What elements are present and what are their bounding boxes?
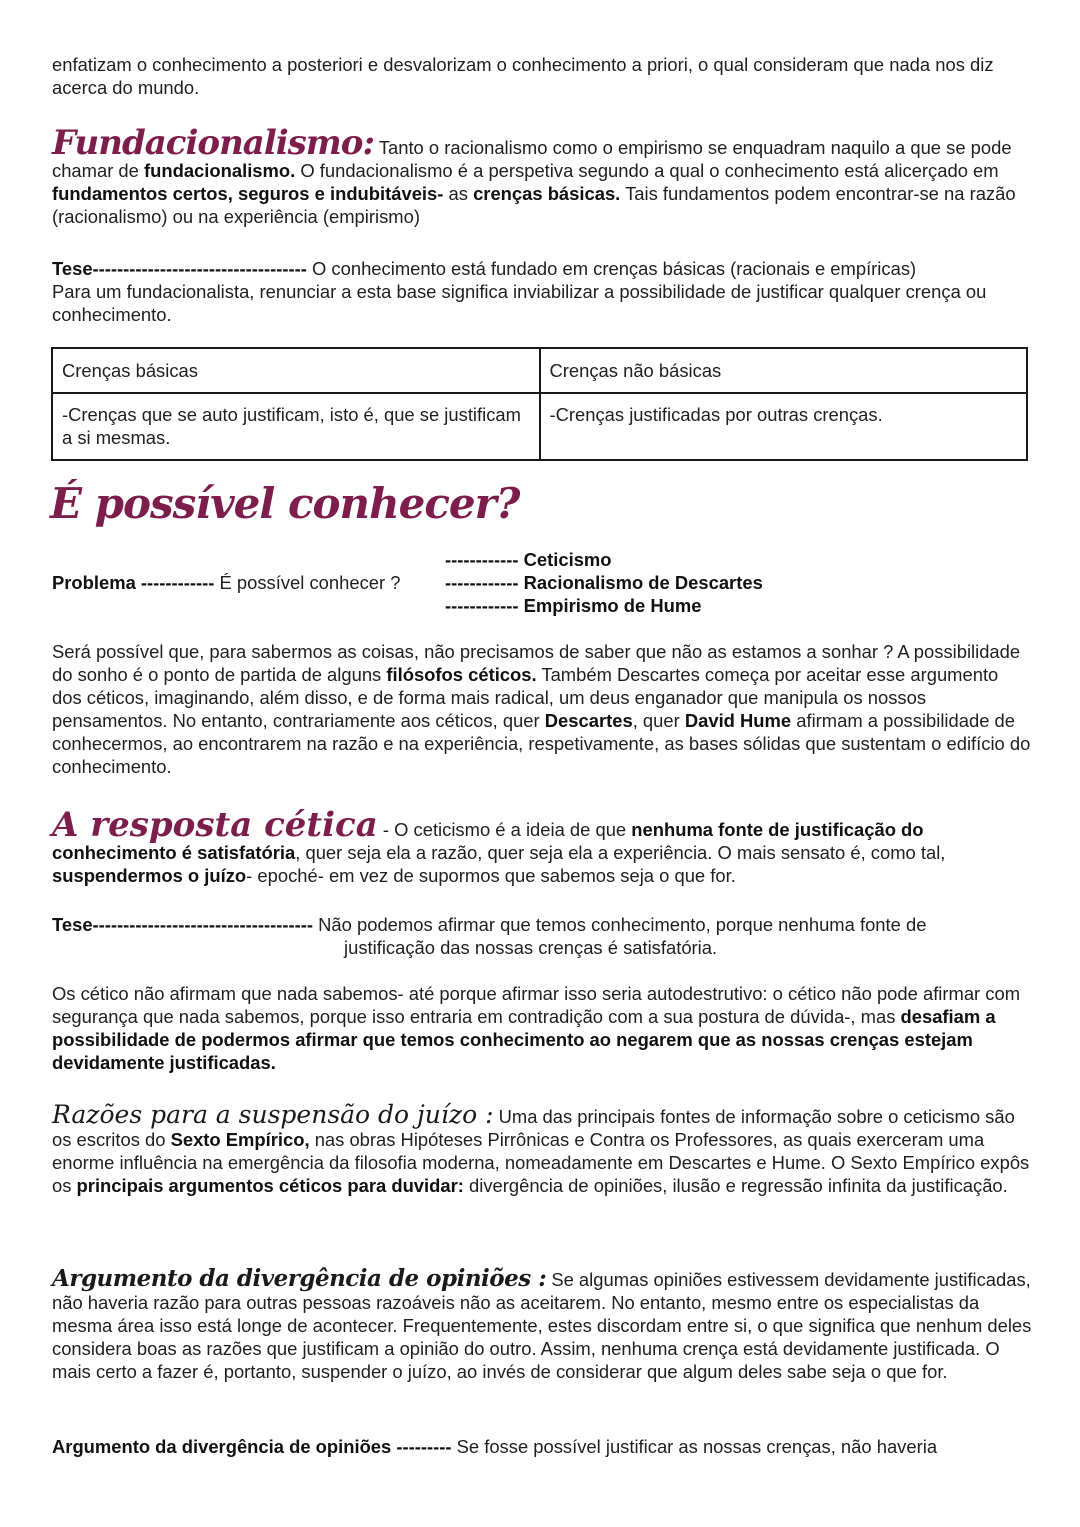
bold-run: crenças básicas. <box>473 183 621 204</box>
text-run: Tais fundamentos podem encontrar-se na razão (racionalismo) ou na experiência (empirismo) <box>52 183 1016 227</box>
tese-text: O conhecimento está fundado em crenças básicas (racionais e empíricas) <box>306 258 917 279</box>
text-run: Também Descartes começa por aceitar esse argumento dos céticos, imaginando, além disso, e de forma mais radical, um deus enganador que manipula os nossos pensamentos. No entanto, contrariamente aos céticos, quer <box>52 664 999 731</box>
intro-paragraph <box>52 53 1032 99</box>
text-run: Será possível que, para sabermos as coisas, não precisamos de saber que não as estamos a sonhar ? A possibilidade do sonho é o ponto de partida de alguns <box>52 641 1021 685</box>
resposta-tese <box>52 913 1032 959</box>
text-run: nas obras Hipóteses Pirrônicas e Contra os Professores, as quais exerceram uma enorme influência na emergência da filosofia moderna, nomeadamente em Descartes e Hume. O Sexto Empírico expôs os <box>52 1129 1030 1196</box>
text-run: afirmam a possibilidade de conhecermos, ao encontrarem na razão e na experiência, respetivamente, as bases sólidas que sustentam o edifício do conhecimento. <box>52 710 1031 777</box>
bold-run: suspendermos o juízo <box>52 865 247 886</box>
option-label: Racionalismo de Descartes <box>523 572 763 593</box>
cetico-paragraph <box>52 982 1032 1074</box>
bold-run: principais argumentos céticos para duvidar: <box>76 1175 464 1196</box>
problem-dashes: ------------ <box>135 572 220 593</box>
bold-run: nenhuma fonte de justificação do conhecimento é satisfatória <box>52 819 924 863</box>
bold-run: desafiam a possibilidade de podermos afirmar que temos conhecimento ao negarem que as nossas crenças estejam devidamente justificadas. <box>52 1006 996 1073</box>
table-header-cell: Crenças básicas <box>52 348 540 393</box>
table-header-row <box>52 348 1027 393</box>
text-run: - epoché- em vez de supormos que sabemos seja o que for. <box>246 865 736 886</box>
text-run: Os cético não afirmam que nada sabemos- até porque afirmar isso seria autodestrutivo: o cético não pode afirmar com segurança que nada sabemos, porque isso entraria em contradição com a sua postura de dúvida-, mas <box>52 983 1021 1027</box>
razoes-paragraph <box>52 1100 1032 1197</box>
text-run: Tanto o racionalismo como o empirismo se enquadram naquilo a que se pode chamar de <box>52 137 1012 181</box>
possivel-paragraph <box>52 640 1032 778</box>
option-dashes: ------------ <box>445 549 524 570</box>
text-run: - O ceticismo é a ideia de que <box>377 819 632 840</box>
resposta-heading: A resposta cética <box>52 805 378 845</box>
problem-row <box>52 571 400 594</box>
problem-label: Problema <box>52 572 136 593</box>
option-item <box>445 594 763 617</box>
option-dashes: ------------ <box>445 595 524 616</box>
text-run: Uma das principais fontes de informação sobre o ceticismo são os escritos do <box>52 1106 1015 1150</box>
bold-run: fundamentos certos, seguros e indubitáveis- <box>52 183 444 204</box>
problem-question: É possível conhecer ? <box>219 572 401 593</box>
divergencia-heading: Argumento da divergência de opiniões : <box>52 1265 547 1292</box>
option-label: Empirismo de Hume <box>523 595 702 616</box>
fundacionalismo-heading: Fundacionalismo: <box>52 123 375 163</box>
bold-run: Sexto Empírico, <box>170 1129 310 1150</box>
tese-label: Tese------------------------------------ <box>52 914 314 935</box>
crencas-table <box>51 347 1028 461</box>
text-run: divergência de opiniões, ilusão e regressão infinita da justificação. <box>463 1175 1008 1196</box>
text-run: O fundacionalismo é a perspetiva segundo a qual o conhecimento está alicerçado em <box>295 160 999 181</box>
option-item <box>445 571 763 594</box>
tese-label: Tese----------------------------------- <box>52 258 307 279</box>
tese-text: Não podemos afirmar que temos conhecimento, porque nenhuma fonte de <box>313 914 927 935</box>
bold-run: fundacionalismo. <box>144 160 296 181</box>
bold-run: David Hume <box>684 710 792 731</box>
intro-text: enfatizam o conhecimento a posteriori e desvalorizam o conhecimento a priori, o qual consideram que nada nos diz acerca do mundo. <box>52 54 994 98</box>
divergencia-paragraph <box>52 1267 1032 1383</box>
text-run: , quer <box>632 710 685 731</box>
option-item <box>445 548 763 571</box>
text-run: Se algumas opiniões estivessem devidamente justificadas, não haveria razão para outras pessoas razoáveis não as aceitarem. No entanto, mesmo entre os especialistas da mesma área isso está longe de acontecer. Frequentemente, estes discordam entre si, o que significa que nenhum deles considera boas as razões que justificam a opinião do outro. Assim, nenhuma crença está devidamente justificada. O mais certo a fazer é, portanto, suspender o juízo, ao invés de considerar que algum deles sabe seja o que for. <box>52 1269 1032 1382</box>
fundacionalismo-tese <box>52 257 1032 326</box>
text-run: as <box>443 183 474 204</box>
table-header-cell: Crenças não básicas <box>540 348 1028 393</box>
bold-run: Descartes <box>544 710 633 731</box>
razoes-heading: Razões para a suspensão do juízo : <box>52 1100 494 1129</box>
fundacionalismo-paragraph <box>52 123 1032 228</box>
possivel-heading: É possível conhecer? <box>50 479 520 528</box>
table-row <box>52 393 1027 460</box>
option-dashes: ------------ <box>445 572 524 593</box>
table-cell: -Crenças justificadas por outras crenças. <box>540 393 1028 460</box>
resposta-paragraph <box>52 805 1032 887</box>
tese-continuation: justificação das nossas crenças é satisfatória. <box>344 937 718 958</box>
text-run: , quer seja ela a razão, quer seja ela a experiência. O mais sensato é, como tal, <box>295 842 946 863</box>
table-cell: -Crenças que se auto justificam, isto é, que se justificam a si mesmas. <box>52 393 540 460</box>
bold-run: filósofos céticos. <box>386 664 537 685</box>
divergencia-last-line <box>52 1435 1032 1458</box>
option-label: Ceticismo <box>523 549 612 570</box>
tese-continuation: Para um fundacionalista, renunciar a esta base significa inviabilizar a possibilidade de justificar qualquer crença ou conhecimento. <box>52 281 987 325</box>
problem-options <box>445 548 763 617</box>
argument-text: Se fosse possível justificar as nossas crenças, não haveria <box>451 1436 938 1457</box>
argument-label: Argumento da divergência de opiniões --------- <box>52 1436 452 1457</box>
